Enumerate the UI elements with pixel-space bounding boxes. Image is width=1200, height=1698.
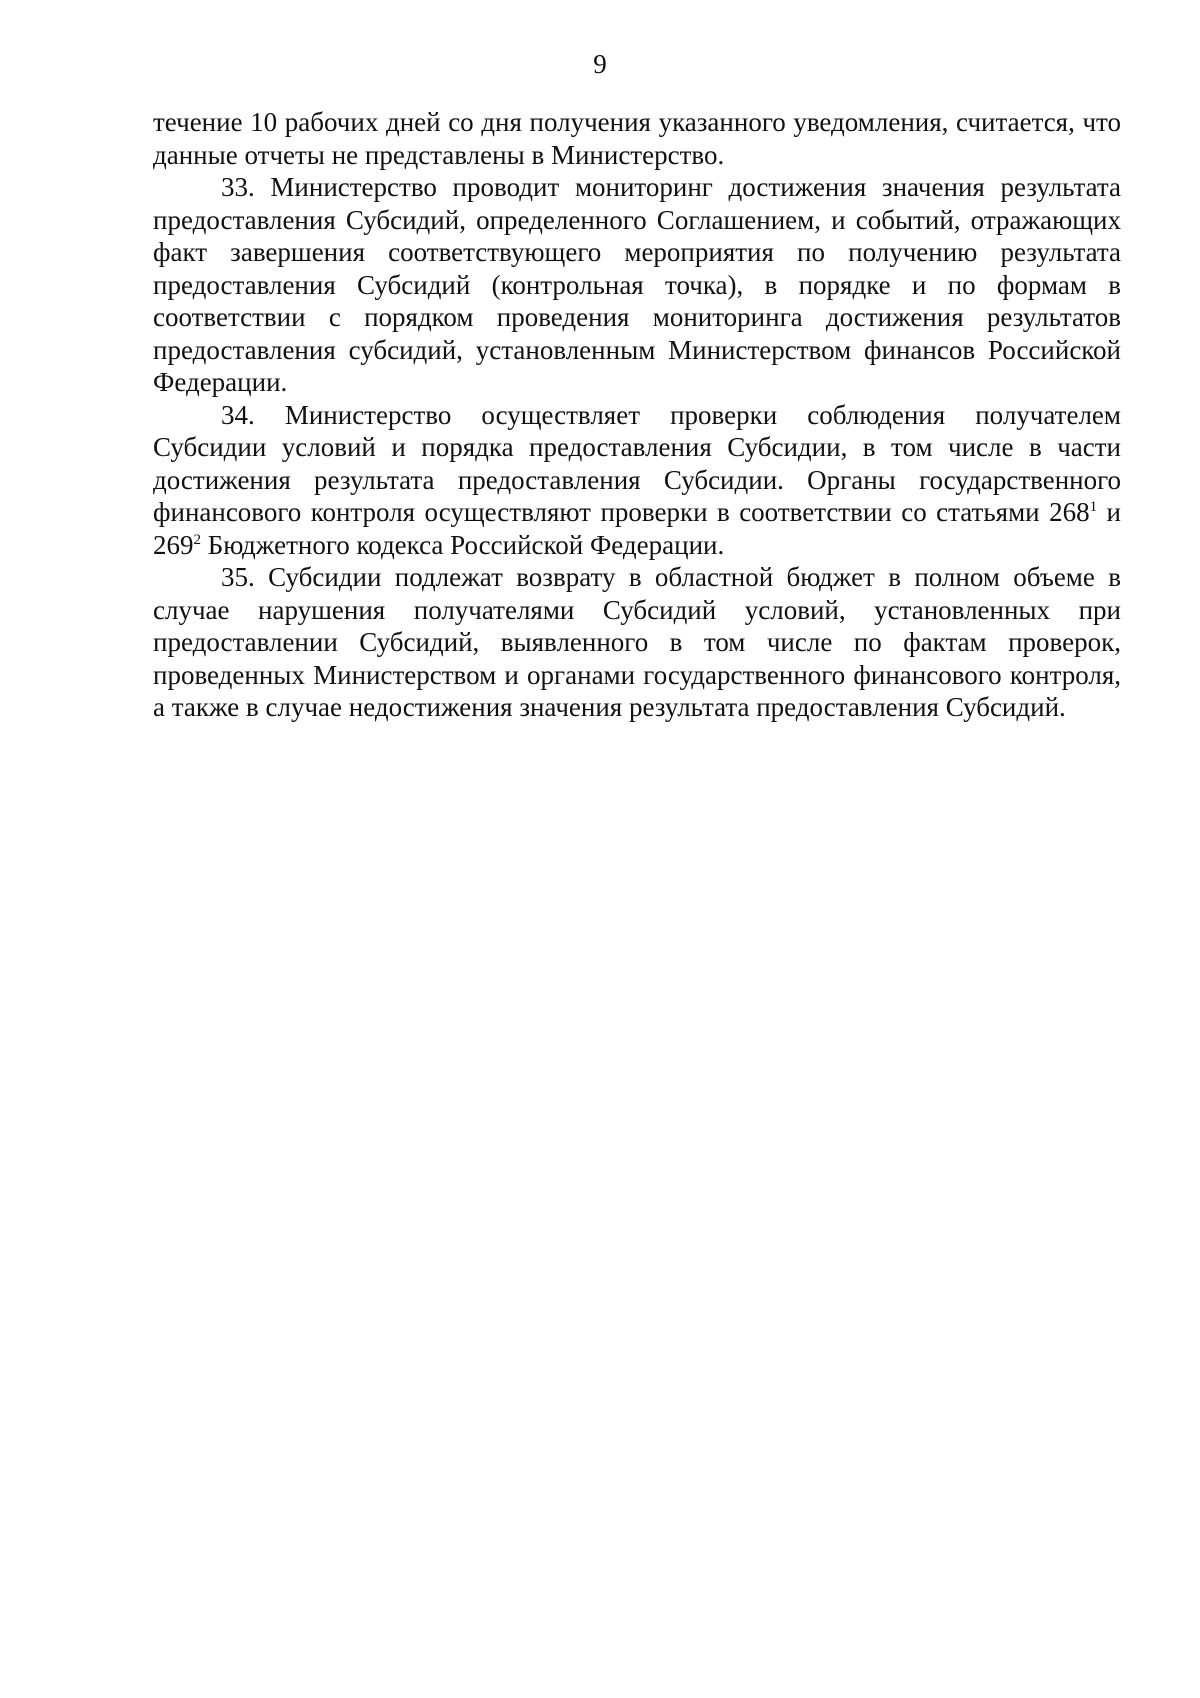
- paragraph-34-text-a: 34. Министерство осуществляет проверки соблюдения получателем Субсидии условий и порядка предоставления Субсидии, в том числе в части достижения результата предоставления Субсидии. Органы государственного финансового контроля осуществляют проверки в соответствии со статьями 268: [153, 399, 1121, 527]
- paragraph-continuation: течение 10 рабочих дней со дня получения указанного уведомления, считается, что данные отчеты не представлены в Министерство.: [153, 107, 1121, 170]
- superscript-article-269: 2: [193, 531, 201, 548]
- paragraph-35: 35. Субсидии подлежат возврату в областной бюджет в полном объеме в случае нарушения получателями Субсидий условий, установленных при предоставлении Субсидий, выявленного в том числе по фактам проверок, проведенных Министерством и органами государственного финансового контроля, а также в случае недостижения значения результата предоставления Субсидий.: [153, 562, 1121, 722]
- paragraph-33: 33. Министерство проводит мониторинг достижения значения результата предоставления Субсидий, определенного Соглашением, и событий, отражающих факт завершения соответствующего мероприятия по получению результата предоставления Субсидий (контрольная точка), в порядке и по формам в соответствии с порядком проведения мониторинга достижения результатов предоставления субсидий, установленным Министерством финансов Российской Федерации.: [153, 172, 1121, 397]
- paragraph-34-text-c: Бюджетного кодекса Российской Федерации.: [201, 529, 725, 560]
- superscript-article-268: 1: [1089, 499, 1098, 515]
- paragraph-34-text-b: и 269: [153, 497, 1122, 560]
- document-body: [153, 106, 1121, 724]
- paragraph-34: [153, 399, 1121, 562]
- page-number: 9: [593, 49, 607, 79]
